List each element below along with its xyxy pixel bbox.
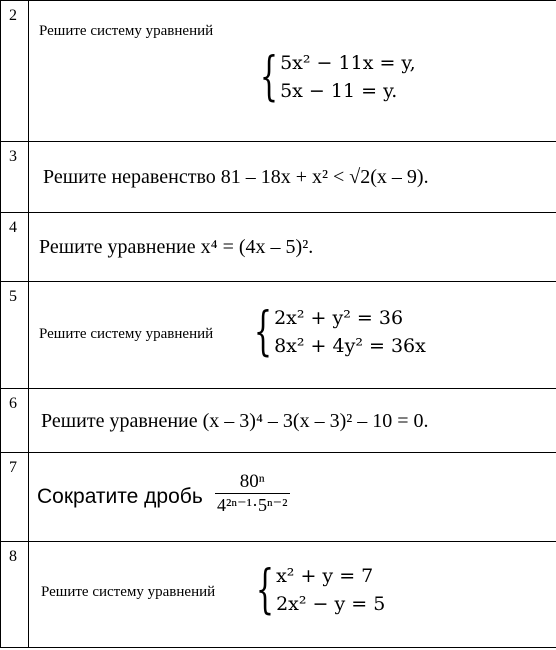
equation-system <box>239 304 426 360</box>
task-text: Решите уравнение x⁴ = (4x – 5)². <box>39 236 314 258</box>
task-text: Решите систему уравнений <box>41 584 216 600</box>
task-text: Сократите дробь <box>37 485 203 508</box>
task-row <box>1 213 556 282</box>
task-cell <box>29 1 556 142</box>
task-row <box>1 1 556 142</box>
task-number: 6 <box>1 389 29 453</box>
task-number: 4 <box>1 213 29 282</box>
equation-line: 2x² − y = 5 <box>276 593 386 615</box>
task-row <box>1 142 556 213</box>
equation-system <box>241 562 385 618</box>
task-text: Решите неравенство 81 – 18x + x² < √2(x – 9). <box>43 166 429 188</box>
task-number: 5 <box>1 282 29 389</box>
equation-line: x² + y = 7 <box>276 565 374 587</box>
fraction <box>215 471 290 516</box>
equation-line: 8x² + 4y² = 36x <box>274 335 426 357</box>
equation-line: 5x − 11 = y. <box>280 80 398 102</box>
equation-system <box>245 49 416 105</box>
task-cell <box>29 542 556 648</box>
task-text: Решите уравнение (x – 3)⁴ – 3(x – 3)² – 10 = 0. <box>41 410 429 432</box>
task-row <box>1 282 556 389</box>
task-text: Решите систему уравнений <box>39 23 214 39</box>
task-number: 8 <box>1 542 29 648</box>
task-cell <box>29 213 556 282</box>
brace-icon: { <box>259 47 279 107</box>
task-cell <box>29 282 556 389</box>
brace-icon: { <box>255 560 275 620</box>
fraction-numerator: 80ⁿ <box>239 471 265 492</box>
task-row <box>1 389 556 453</box>
task-cell <box>29 389 556 453</box>
task-cell <box>29 142 556 213</box>
equation-line: 5x² − 11x = y, <box>280 52 416 74</box>
task-row <box>1 542 556 648</box>
equation-line: 2x² + y² = 36 <box>274 307 404 329</box>
task-text: Решите систему уравнений <box>39 326 214 342</box>
brace-icon: { <box>253 302 273 362</box>
fraction-denominator: 4²ⁿ⁻¹·5ⁿ⁻² <box>217 495 288 515</box>
task-number: 3 <box>1 142 29 213</box>
task-row <box>1 453 556 542</box>
task-cell <box>29 453 556 542</box>
task-number: 2 <box>1 1 29 142</box>
task-number: 7 <box>1 453 29 542</box>
